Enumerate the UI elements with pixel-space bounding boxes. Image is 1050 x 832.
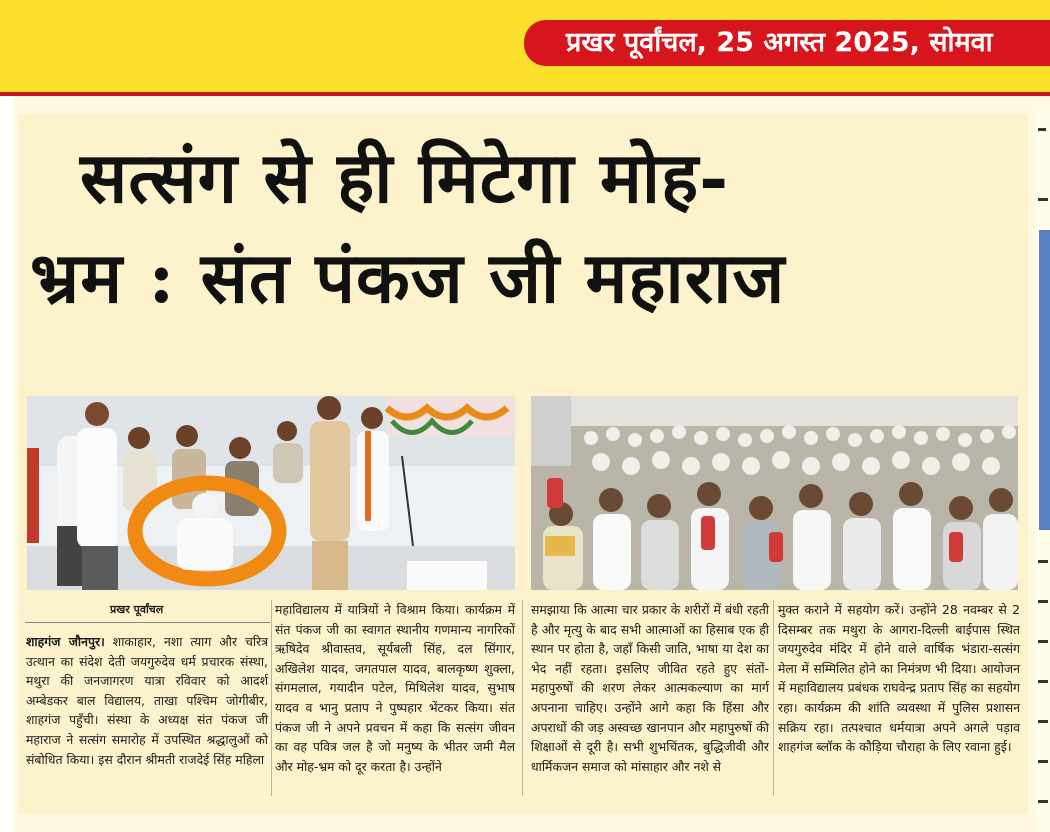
article-headline [30, 128, 1020, 328]
article-column-4: मुक्त कराने में सहयोग करें। उन्होंने 28 नवम्बर से 2 दिसम्बर तक मथुरा के आगरा-दिल्ली बाईपास स्थित जयगुरुदेव मंदिर में होने वाले वार्षिक भंडारा-सत्संग मेला में सम्मिलित होने का निमंत्रण भी दिया। आयोजन में महाविद्यालय प्रबंधक राघवेन्द्र प्रताप सिंह का सहयोग रहा। कार्यक्रम की शांति व्यवस्था में पुलिस प्रशासन सक्रिय रहा। तत्पश्चात धर्मयात्रा अपने अगले पड़ाव शाहगंज ब्लॉक के कौड़िया चौराहा के लिए रवाना हुई। [778, 602, 1020, 755]
column-divider [773, 600, 774, 796]
article-column-3: समझाया कि आत्मा चार प्रकार के शरीरों में बंधी रहती है और मृत्यु के बाद सभी आत्माओं का हिसाब एक ही स्थान पर होता है, जहाँ किसी जाति, भाषा या देश का भेद नहीं रहता। इसलिए जीवित रहते हुए संतों-महापुरुषों की शरण लेकर आत्मकल्याण का मार्ग अपनाना चाहिए। उन्होंने आगे कहा कि हिंसा और अपराधों की जड़ अस्वच्छ खानपान और महापुरुषों की शिक्षाओं से दूरी है। सभी शुभचिंतक, बुद्धिजीवी और धार्मिकजन समाज को मांसाहार और नशे से [531, 602, 769, 774]
byline-rule [25, 622, 270, 623]
article-byline: प्रखर पूर्वांचल [110, 603, 164, 616]
masthead-banner [524, 20, 1050, 66]
audience-crowd-photo [531, 396, 1018, 590]
stage-welcome-photo [27, 396, 515, 590]
audience-crowd-photo-illustration [531, 396, 1018, 590]
column-divider [522, 600, 523, 796]
masthead-red-rule [0, 92, 1050, 96]
adjacent-column-strip [1036, 110, 1050, 832]
headline-line-2: भ्रम : संत पंकज जी महाराज [30, 236, 786, 319]
masthead-text: प्रखर पूर्वांचल, 25 अगस्त 2025, सोमवा [566, 27, 993, 58]
article-column-1-text: शाकाहार, नशा त्याग और चरित्र उत्थान का संदेश देती जयगुरुदेव धर्म प्रचारक संस्था, मथुरा की जनजागरण यात्रा रविवार को आदर्श अम्बेडकर बाल विद्यालय, ताखा पश्चिम जोगीबीर, शाहगंज पहुँची। संस्था के अध्यक्ष संत पंकज जी महाराज ने सत्संग समारोह में उपस्थित श्रद्धालुओं को संबोधित किया। इस दौरान श्रीमती राजदेई सिंह महिला [26, 634, 268, 767]
article-column-1 [26, 632, 268, 769]
adjacent-photo-edge [1039, 230, 1050, 530]
article-column-2: महाविद्यालय में यात्रियों ने विश्राम किया। कार्यक्रम में संत पंकज जी का स्वागत स्थानीय गणमान्य नागरिकों ऋषिदेव श्रीवास्तव, सूर्यबली सिंह, दल सिंगार, अखिलेश यादव, जगतपाल यादव, बालकृष्ण शुक्ला, संगमलाल, गयादीन पटेल, मिथिलेश यादव, सुभाष यादव व भानु प्रताप ने पुष्पहार भेंटकर किया। संत पंकज जी ने अपने प्रवचन में कहा कि सत्संग जीवन का वह पवित्र जल है जो मनुष्य के भीतर जमी मैल और मोह-भ्रम को दूर करता है। उन्होंने [275, 602, 515, 774]
left-margin-strip [0, 96, 14, 832]
article-dateline: शाहगंज जौनपुर। [26, 634, 105, 649]
headline-line-1: सत्संग से ही मिटेगा मोह- [80, 136, 730, 219]
stage-welcome-photo-illustration [27, 396, 515, 590]
column-divider [271, 600, 272, 796]
